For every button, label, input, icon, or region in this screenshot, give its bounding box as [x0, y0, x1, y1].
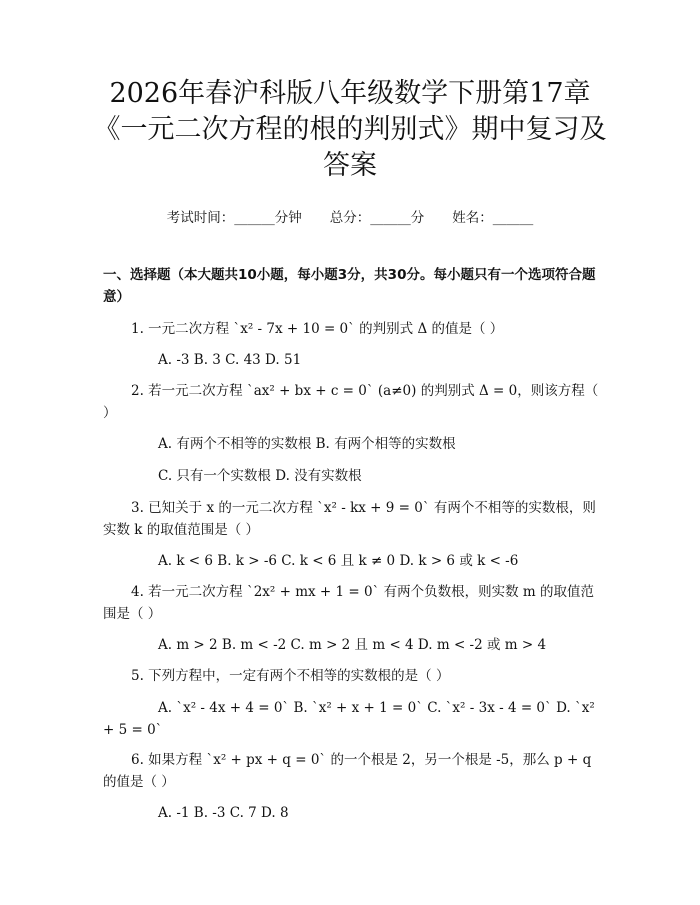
question-5: 5. 下列方程中，一定有两个不相等的实数根的是（ ）: [131, 668, 450, 684]
exam-time-field: 考试时间：______分钟: [166, 210, 302, 226]
question-2-options-row-1: A. 有两个不相等的实数根 B. 有两个相等的实数根: [158, 436, 456, 452]
question-1-options: A. -3 B. 3 C. 43 D. 51: [158, 352, 302, 368]
student-name-field: 姓名：______: [452, 210, 534, 226]
title-line-3: 答案: [323, 150, 377, 181]
question-1: 1. 一元二次方程 `x² - 7x + 10 = 0` 的判别式 Δ 的值是（ ）: [131, 321, 504, 337]
question-6: 6. 如果方程 `x² + px + q = 0` 的一个根是 2，另一个根是 -5，那么 p + q 的值是（ ）: [103, 752, 592, 790]
question-3: 3. 已知关于 x 的一元二次方程 `x² - kx + 9 = 0` 有两个不相等的实数根，则实数 k 的取值范围是（ ）: [103, 500, 596, 538]
question-5-options: [103, 697, 601, 741]
question-2-options-row-2: C. 只有一个实数根 D. 没有实数根: [158, 468, 362, 484]
question-6-options: A. -1 B. -3 C. 7 D. 8: [158, 805, 289, 821]
question-4: 4. 若一元二次方程 `2x² + mx + 1 = 0` 有两个负数根，则实数 m 的取值范围是（ ）: [103, 584, 595, 622]
title-line-1: 2026年春沪科版八年级数学下册第17章: [109, 78, 591, 109]
exam-meta: [0, 206, 700, 226]
question-4-options: A. m > 2 B. m < -2 C. m > 2 且 m < 4 D. m < -2 或 m > 4: [158, 637, 547, 653]
question-5-options-text: A. `x² - 4x + 4 = 0` B. `x² + x + 1 = 0` C. `x² - 3x - 4 = 0` D. `x² + 5 = 0`: [103, 700, 595, 738]
question-2: 2. 若一元二次方程 `ax² + bx + c = 0` (a≠0) 的判别式 Δ = 0，则该方程（ ）: [103, 383, 599, 421]
section-heading: 一、选择题（本大题共10小题，每小题3分，共30分。每小题只有一个选项符合题意）: [103, 267, 596, 305]
question-3-options: A. k < 6 B. k > -6 C. k < 6 且 k ≠ 0 D. k > 6 或 k < -6: [158, 553, 519, 569]
document-title: [60, 76, 640, 184]
total-score-field: 总分：______分: [329, 210, 425, 226]
title-line-2: 《一元二次方程的根的判别式》期中复习及: [93, 114, 607, 145]
